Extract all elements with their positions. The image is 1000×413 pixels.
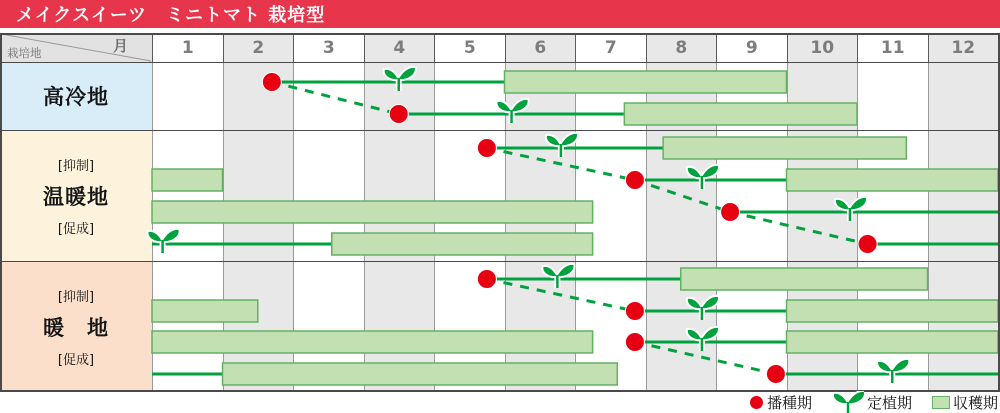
month-column-10 [787, 33, 858, 392]
culture-label-sokusei: [促成] [57, 352, 95, 368]
month-header-5: 5 [434, 33, 505, 62]
legend-item-planting [832, 391, 912, 413]
corner-month-label: 月 [112, 37, 128, 55]
legend-item-sowing [749, 392, 812, 413]
corner-cell [0, 33, 152, 62]
month-header-11: 11 [857, 33, 928, 62]
month-header-7: 7 [575, 33, 646, 62]
legend [729, 392, 998, 413]
header-bottom-border [0, 62, 1000, 63]
legend-label: 播種期 [766, 394, 812, 412]
month-header-1: 1 [152, 33, 223, 62]
legend-label: 収穫期 [952, 394, 998, 412]
region-cell-ondanchi [0, 130, 152, 261]
month-header-10: 10 [787, 33, 858, 62]
month-column-8 [646, 33, 717, 392]
seedling-icon [832, 391, 864, 413]
month-column-12 [928, 33, 999, 392]
legend-label: 定植期 [866, 394, 912, 412]
month-column-7 [575, 33, 646, 392]
month-header-12: 12 [928, 33, 999, 62]
month-header-2: 2 [223, 33, 294, 62]
month-column-4 [364, 33, 435, 392]
row-border-2 [0, 261, 1000, 262]
month-header-9: 9 [716, 33, 787, 62]
region-label: 暖 地 [43, 315, 109, 340]
row-border-1 [0, 130, 1000, 131]
region-cell-danchi [0, 261, 152, 392]
month-header-6: 6 [505, 33, 576, 62]
month-column-6 [505, 33, 576, 392]
culture-label-yokusei: [抑制] [57, 158, 95, 174]
month-column-1 [152, 33, 223, 392]
region-label: 高冷地 [43, 85, 109, 109]
harvest-bar-icon [932, 396, 950, 409]
month-header-4: 4 [364, 33, 435, 62]
page-title: メイクスイーツ ミニトマト 栽培型 [16, 5, 326, 26]
month-column-9 [716, 33, 787, 392]
title-bar [0, 0, 1000, 28]
month-header-3: 3 [293, 33, 364, 62]
month-header-8: 8 [646, 33, 717, 62]
month-column-11 [857, 33, 928, 392]
region-cell-kohreichi [0, 62, 152, 130]
month-column-3 [293, 33, 364, 392]
corner-area-label: 栽培地 [7, 46, 42, 60]
seedling-icon [834, 391, 864, 413]
month-column-2 [223, 33, 294, 392]
sowing-dot-icon [749, 395, 764, 410]
month-column-5 [434, 33, 505, 392]
culture-label-sokusei: [促成] [57, 221, 95, 237]
legend-item-harvest [932, 392, 998, 413]
culture-label-yokusei: [抑制] [57, 289, 95, 305]
region-label: 温暖地 [43, 184, 109, 209]
